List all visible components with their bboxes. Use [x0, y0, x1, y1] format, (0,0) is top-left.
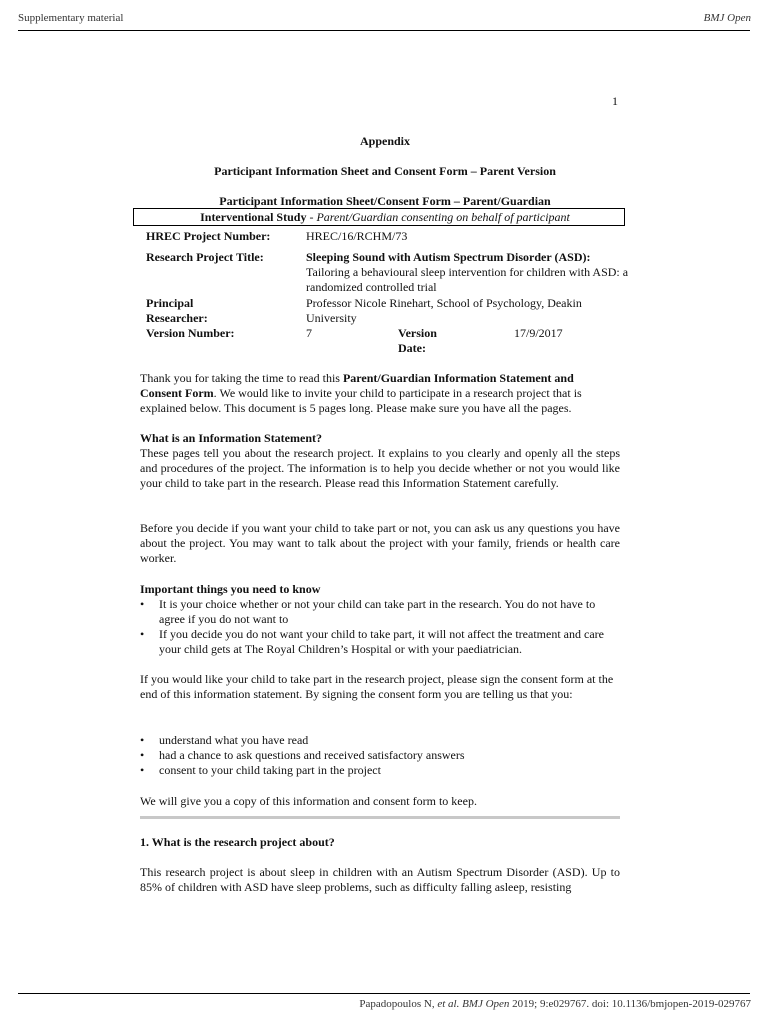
footer-doi: 2019; 9:e029767. doi: 10.1136/bmjopen-2019-029767 — [509, 998, 751, 1010]
version-number-value: 7 — [306, 326, 312, 340]
version-number-label: Version Number: — [146, 326, 235, 340]
footer-rule — [18, 993, 750, 994]
important-heading: Important things you need to know — [140, 582, 321, 596]
version-date-label-line1: Version — [398, 326, 437, 340]
project-title-line3: randomized controlled trial — [306, 280, 437, 294]
header-rule — [18, 30, 750, 31]
sheet-title: Participant Information Sheet and Consent Form – Parent Version — [214, 164, 556, 178]
footer-authors: Papadopoulos N, — [359, 998, 438, 1010]
sign-paragraph: If you would like your child to take part in the research project, please sign the consent form at the end of this information statement. By signing the consent form you are telling us that you: — [140, 672, 614, 701]
bullet-icon: • — [140, 627, 145, 641]
page-number: 1 — [612, 94, 618, 108]
intro-text: Thank you for taking the time to read this — [140, 371, 343, 385]
hrec-value: HREC/16/RCHM/73 — [306, 229, 408, 243]
consent-bullet-2: had a chance to ask questions and received satisfactory answers — [159, 748, 465, 762]
section1-body: This research project is about sleep in children with an Autism Spectrum Disorder (ASD). Up to 85% of children with ASD have sleep problems, such as difficulty falling asleep, resisting — [140, 865, 620, 894]
header-journal-label: BMJ Open — [703, 12, 751, 24]
study-type-bold: Interventional Study — [200, 210, 307, 224]
section-divider — [140, 816, 620, 819]
intro-bold-consent: Consent Form — [140, 386, 214, 400]
project-title-label: Research Project Title: — [146, 250, 264, 264]
project-title-line2: Tailoring a behavioural sleep intervention for children with ASD: a — [306, 265, 629, 279]
bullet-icon: • — [140, 597, 145, 611]
version-date-label-line2: Date: — [398, 341, 426, 355]
intro-line-3: explained below. This document is 5 pages long. Please make sure you have all the pages. — [140, 401, 572, 415]
hrec-label: HREC Project Number: — [146, 229, 271, 243]
section1-heading: 1. What is the research project about? — [140, 835, 335, 849]
bullet-icon: • — [140, 748, 145, 762]
version-date-value: 17/9/2017 — [514, 326, 563, 340]
footer-journal: et al. BMJ Open — [437, 998, 510, 1010]
info-statement-body: These pages tell you about the research project. It explains to you clearly and openly all the steps and procedures of the project. The information is to help you decide whether or not you would like your child to take part in the research. Please read this Information Statement carefully. — [140, 446, 620, 490]
pi-value-line1: Professor Nicole Rinehart, School of Psychology, Deakin — [306, 296, 582, 310]
footer-citation — [359, 998, 751, 1010]
important-bullet-1: It is your choice whether or not your child can take part in the research. You do not have to agree if you do not want to — [159, 597, 596, 626]
consent-bullet-1: understand what you have read — [159, 733, 309, 747]
project-title-value-bold — [306, 250, 590, 265]
appendix-heading: Appendix — [359, 134, 411, 148]
study-type-italic: Parent/Guardian consenting on behalf of participant — [316, 210, 570, 224]
pi-label-line1: Principal — [146, 296, 194, 310]
intro-bold-title: Parent/Guardian Information Statement and — [342, 371, 574, 385]
pi-label-line2: Researcher: — [146, 311, 208, 325]
intro-line-1 — [140, 371, 574, 386]
study-type-line — [0, 210, 770, 225]
before-decide-paragraph: Before you decide if you want your child to take part or not, you can ask us any questions you have about the project. You may want to talk about the project with your family, friends or health care worker. — [140, 521, 620, 565]
form-title: Participant Information Sheet/Consent Form – Parent/Guardian — [219, 194, 551, 208]
bullet-icon: • — [140, 763, 145, 777]
intro-text-2: . We would like to invite your child to participate in a research project that is — [213, 386, 582, 400]
intro-line-2 — [140, 386, 582, 401]
header-left-label: Supplementary material — [18, 12, 124, 24]
project-title-main: Sleeping Sound with Autism Spectrum Disorder (ASD): — [306, 250, 591, 264]
bullet-icon: • — [140, 733, 145, 747]
info-statement-heading: What is an Information Statement? — [140, 431, 322, 445]
copy-note: We will give you a copy of this information and consent form to keep. — [140, 794, 477, 808]
study-type-dash: - — [306, 210, 317, 224]
important-bullet-2: If you decide you do not want your child to take part, it will not affect the treatment and care your child gets at The Royal Children’s Hospital or with your paediatrician. — [159, 627, 604, 656]
pi-value-line2: University — [306, 311, 357, 325]
consent-bullet-3: consent to your child taking part in the project — [159, 763, 381, 777]
